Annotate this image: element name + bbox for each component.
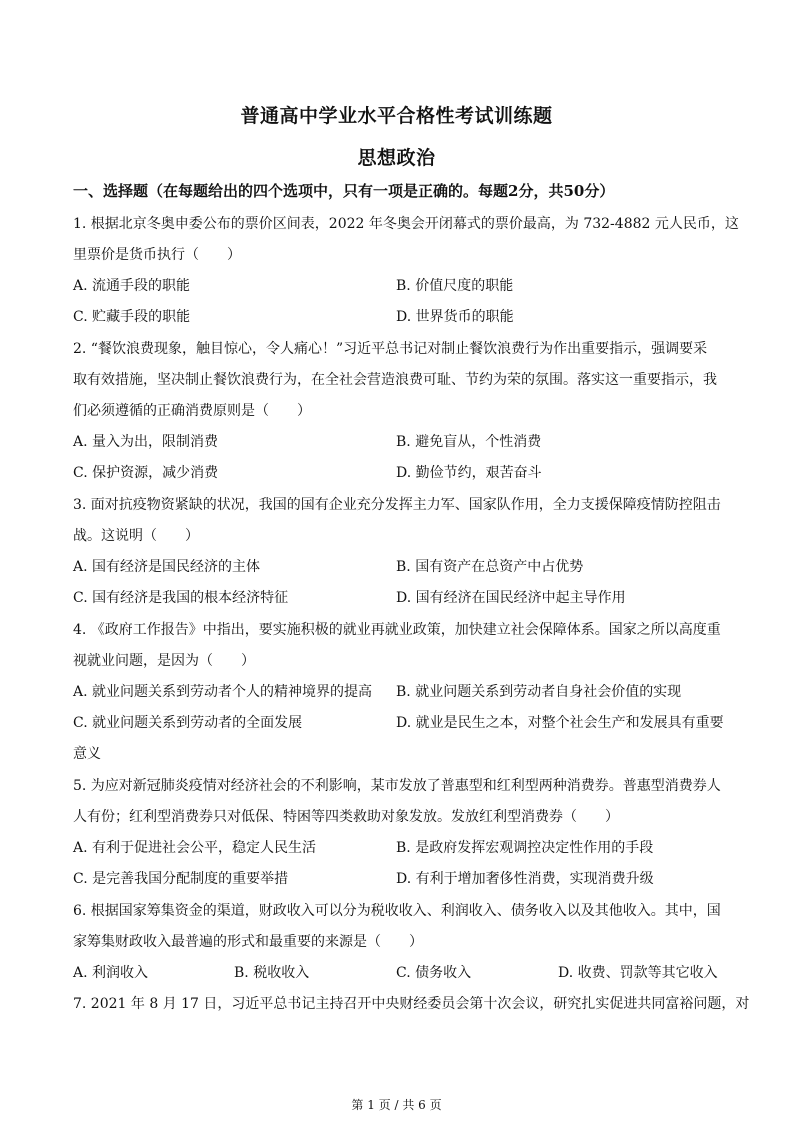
question-2-line-1: 2. “餐饮浪费现象，触目惊心，令人痛心！”习近平总书记对制止餐饮浪费行为作出重要指示，强调要采 [73,341,708,357]
question-1-option-a: A. 流通手段的职能 [73,278,191,294]
page-number: 第 1 页 / 共 6 页 [351,1098,442,1112]
question-3-option-b: B. 国有资产在总资产中占优势 [396,559,584,575]
question-4-option-c: C. 就业问题关系到劳动者的全面发展 [73,715,303,731]
question-1-option-d: D. 世界货币的职能 [396,309,514,325]
question-6-option-d: D. 收费、罚款等其它收入 [558,965,718,981]
question-2-option-d: D. 勤俭节约，艰苦奋斗 [396,465,542,481]
question-5-option-c: C. 是完善我国分配制度的重要举措 [73,871,289,887]
question-2-option-a: A. 量入为出，限制消费 [73,434,219,450]
question-3-option-a: A. 国有经济是国民经济的主体 [73,559,261,575]
question-1-option-b: B. 价值尺度的职能 [396,278,514,294]
question-7-line-1: 7. 2021 年 8 月 17 日，习近平总书记主持召开中央财经委员会第十次会议，研究扎实促进共同富裕问题，对 [73,996,750,1012]
question-6-line-2: 家筹集财政收入最普遍的形式和最重要的来源是（ ） [73,934,423,950]
question-5-line-2: 人有份；红利型消费券只对低保、特困等四类救助对象发放。发放红利型消费券（ ） [73,809,619,825]
question-6-option-a: A. 利润收入 [73,965,149,981]
question-2-option-c: C. 保护资源，减少消费 [73,465,219,481]
question-3-option-c: C. 国有经济是我国的根本经济特征 [73,590,289,606]
question-6-option-b: B. 税收收入 [234,965,310,981]
question-4-line-2: 视就业问题，是因为（ ） [73,653,255,669]
exam-title: 普通高中学业水平合格性考试训练题 [240,105,553,127]
question-6-option-c: C. 债务收入 [396,965,472,981]
question-2-line-2: 取有效措施，坚决制止餐饮浪费行为，在全社会营造浪费可耻、节约为荣的氛围。落实这一重要指示，我 [73,372,717,388]
question-5-option-b: B. 是政府发挥宏观调控决定性作用的手段 [396,840,654,856]
question-1-line-2: 里票价是货币执行（ ） [73,247,241,263]
section-heading: 一、选择题（在每题给出的四个选项中，只有一项是正确的。每题2分，共50分） [73,182,615,200]
question-3-line-2: 战。这说明（ ） [73,528,199,544]
subject-title: 思想政治 [357,147,436,169]
question-4-line-1: 4. 《政府工作报告》中指出，要实施积极的就业再就业政策，加快建立社会保障体系。国家之所以高度重 [73,622,721,638]
question-5-option-a: A. 有利于促进社会公平，稳定人民生活 [73,840,317,856]
question-5-line-1: 5. 为应对新冠肺炎疫情对经济社会的不利影响，某市发放了普惠型和红利型两种消费券。普惠型消费券人 [73,778,721,794]
question-4-option-a: A. 就业问题关系到劳动者个人的精神境界的提高 [73,684,373,700]
question-1-line-1: 1. 根据北京冬奥申委公布的票价区间表，2022 年冬奥会开闭幕式的票价最高，为 732-4882 元人民币，这 [73,216,739,232]
question-6-line-1: 6. 根据国家筹集资金的渠道，财政收入可以分为税收收入、利润收入、债务收入以及其他收入。其中，国 [73,903,721,919]
question-4-option-d-continued: 意义 [73,746,101,762]
question-1-option-c: C. 贮藏手段的职能 [73,309,191,325]
question-2-option-b: B. 避免盲从，个性消费 [396,434,542,450]
question-5-option-d: D. 有利于增加奢侈性消费，实现消费升级 [396,871,654,887]
question-2-line-3: 们必须遵循的正确消费原则是（ ） [73,403,311,419]
question-4-option-b: B. 就业问题关系到劳动者自身社会价值的实现 [396,684,682,700]
question-3-line-1: 3. 面对抗疫物资紧缺的状况，我国的国有企业充分发挥主力军、国家队作用，全力支援保障疫情防控阻击 [73,497,721,513]
question-3-option-d: D. 国有经济在国民经济中起主导作用 [396,590,626,606]
question-4-option-d: D. 就业是民生之本，对整个社会生产和发展具有重要 [396,715,724,731]
